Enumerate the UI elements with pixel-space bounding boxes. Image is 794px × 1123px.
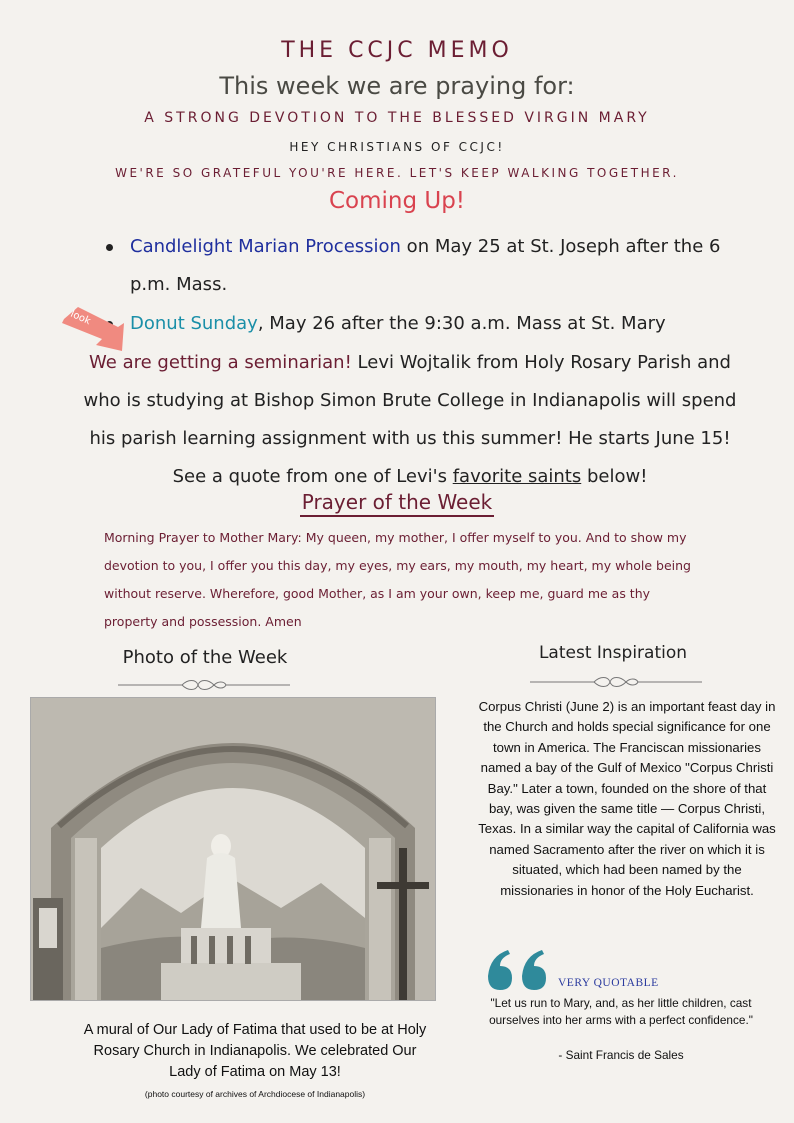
ornament-divider-icon	[530, 675, 702, 689]
seminarian-announcement	[80, 344, 740, 496]
ornament-divider-icon	[118, 678, 290, 692]
inspiration-heading: Latest Inspiration	[538, 643, 688, 663]
bullet-icon	[106, 244, 113, 251]
photo-caption: A mural of Our Lady of Fatima that used to be at Holy Rosary Church in Indianapolis. We celebrated Our Lady of Fatima on May 13!	[83, 1022, 427, 1080]
prayer-heading-wrap	[0, 490, 794, 514]
inspiration-text: Corpus Christi (June 2) is an important feast day in the Church and holds special significance for one town in America. The Franciscan missionaries named a bay of the Gulf of Mexico "Corpus Christi Bay." Later a town, founded on the shore of that bay, was given the same title — Corpus Christi, Texas. In a similar way the capital of California was named Sacramento after the river on which it is situated, which had been named by the missionaries in honor of the Holy Eucharist.	[478, 699, 776, 898]
mural-photo	[30, 697, 436, 1001]
event-list-item	[110, 228, 750, 304]
look-tag-label: look	[68, 308, 93, 328]
candlelight-procession-link[interactable]: Candlelight Marian Procession	[130, 236, 401, 257]
greeting-text: HEY CHRISTIANS OF CCJC!	[289, 140, 505, 154]
seminarian-tail: below!	[581, 466, 648, 487]
grateful-text: WE'RE SO GRATEFUL YOU'RE HERE. LET'S KEEP WALKING TOGETHER.	[115, 166, 679, 180]
memo-title: THE CCJC MEMO	[281, 38, 513, 63]
prayer-text: Morning Prayer to Mother Mary: My queen, my mother, I offer myself to you. And to show my devotion to you, I offer you this day, my eyes, my ears, my mouth, my heart, my whole being without reserve. Wherefore, good Mother, as I am your own, keep me, guard me as thy property and possession. Amen	[104, 530, 691, 629]
event-list-item	[110, 305, 750, 343]
prayer-intention: A STRONG DEVOTION TO THE BLESSED VIRGIN MARY	[144, 110, 650, 126]
coming-up-heading: Coming Up!	[328, 188, 466, 214]
event-details: , May 26 after the 9:30 a.m. Mass at St. Mary	[257, 313, 666, 334]
quote-mark-icon	[482, 942, 548, 994]
seminarian-body: Levi Wojtalik from Holy Rosary Parish and who is studying at Bishop Simon Brute College in Indianapolis will spend his parish learning assignment with us this summer! He starts June 15! See a quote from one of Levi's	[83, 352, 737, 487]
quote-author: - Saint Francis de Sales	[558, 1048, 684, 1062]
favorite-saints-link[interactable]: favorite saints	[452, 466, 582, 487]
praying-for-heading: This week we are praying for:	[219, 72, 575, 100]
quotable-label: VERY QUOTABLE	[558, 977, 659, 989]
donut-sunday-link[interactable]: Donut Sunday	[130, 313, 258, 334]
seminarian-lead: We are getting a seminarian!	[89, 352, 352, 373]
photo-heading: Photo of the Week	[122, 647, 288, 668]
event-details: on May 25 at St. Joseph after the 6 p.m. Mass.	[130, 236, 721, 295]
quote-text: "Let us run to Mary, and, as her little children, cast ourselves into her arms with a perfect confidence."	[489, 996, 753, 1027]
photo-credit: (photo courtesy of archives of Archdiocese of Indianapolis)	[144, 1089, 366, 1099]
prayer-heading: Prayer of the Week	[300, 490, 495, 517]
